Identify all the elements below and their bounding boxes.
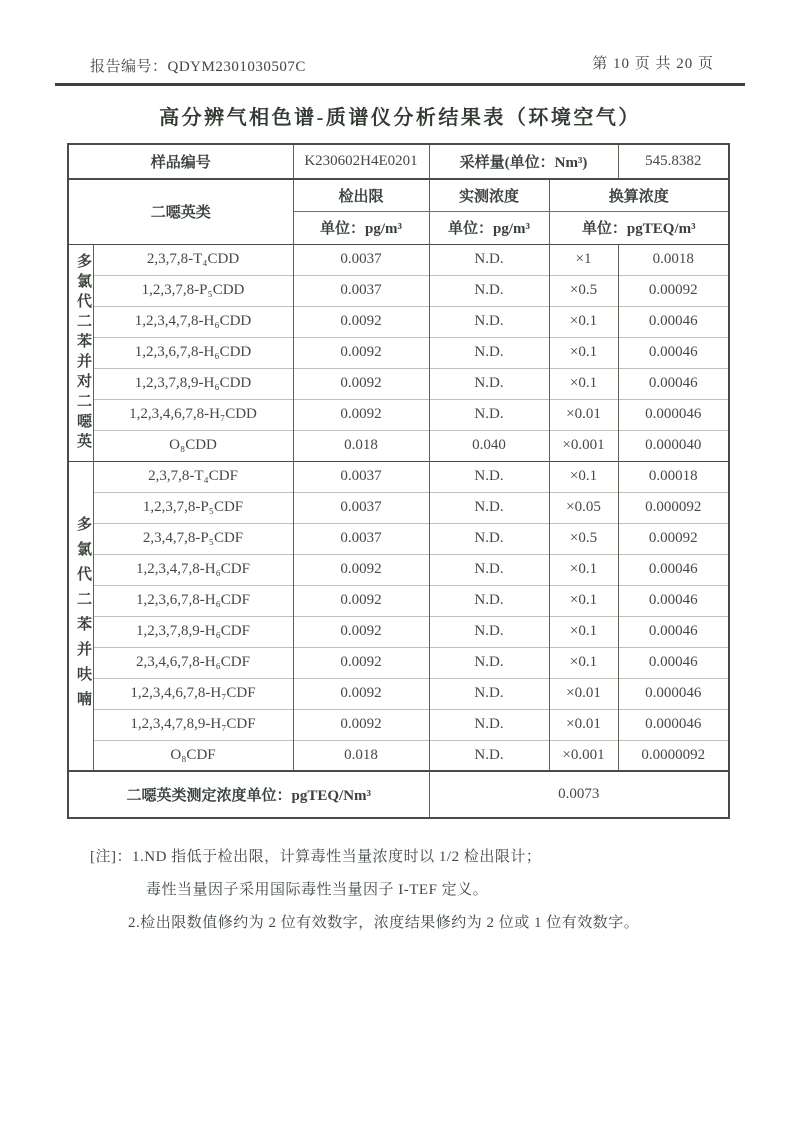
detection-limit-cell: 0.018 [293, 740, 429, 771]
table-row [68, 523, 729, 554]
table-row [68, 430, 729, 461]
measured-value-cell: N.D. [429, 461, 549, 492]
sample-volume-value: 545.8382 [618, 144, 729, 179]
note-line-2: 毒性当量因子采用国际毒性当量因子 I-TEF 定义。 [146, 882, 489, 898]
group-label: 多氯代二苯并呋喃 [75, 515, 91, 716]
converted-value-cell: 0.00046 [618, 616, 729, 647]
measured-value-cell: N.D. [429, 647, 549, 678]
tef-factor-cell: ×0.1 [549, 337, 618, 368]
group-label: 多氯代二苯并对二噁英 [75, 252, 91, 453]
tef-factor-cell: ×0.1 [549, 616, 618, 647]
tef-factor-cell: ×0.05 [549, 492, 618, 523]
measured-value-cell: N.D. [429, 337, 549, 368]
report-number: 报告编号：QDYM2301030507C [90, 59, 306, 75]
total-row [68, 771, 729, 818]
column-header-row [68, 179, 729, 211]
converted-value-cell: 0.00046 [618, 585, 729, 616]
analyte-name-cell: 2,3,7,8-T₄CDF [93, 461, 293, 492]
converted-value-cell: 0.000046 [618, 399, 729, 430]
table-row [68, 461, 729, 492]
tef-factor-cell: ×0.001 [549, 740, 618, 771]
measured-value-cell: N.D. [429, 616, 549, 647]
converted-unit: 单位：pgTEQ/m³ [549, 211, 729, 244]
sample-volume-label: 采样量(单位：Nm³) [429, 144, 618, 179]
measured-value-cell: N.D. [429, 244, 549, 275]
tef-factor-cell: ×0.5 [549, 275, 618, 306]
detection-limit-cell: 0.0092 [293, 337, 429, 368]
analyte-name-cell: 1,2,3,4,6,7,8-H₇CDD [93, 399, 293, 430]
converted-value-cell: 0.00046 [618, 368, 729, 399]
analyte-name-cell: O₈CDF [93, 740, 293, 771]
converted-value-cell: 0.00046 [618, 337, 729, 368]
table-row [68, 244, 729, 275]
converted-value-cell: 0.00046 [618, 554, 729, 585]
measured-value-cell: N.D. [429, 740, 549, 771]
tef-factor-cell: ×0.01 [549, 399, 618, 430]
analyte-name-cell: 1,2,3,7,8-P₅CDD [93, 275, 293, 306]
detection-limit-cell: 0.0092 [293, 709, 429, 740]
table-row [68, 275, 729, 306]
analyte-name-cell: 1,2,3,7,8-P₅CDF [93, 492, 293, 523]
tef-factor-cell: ×0.1 [549, 306, 618, 337]
measured-value-cell: N.D. [429, 554, 549, 585]
group-label-cell [68, 244, 93, 461]
detection-limit-cell: 0.0092 [293, 585, 429, 616]
analyte-name-cell: 1,2,3,6,7,8-H₆CDD [93, 337, 293, 368]
measured-unit: 单位：pg/m³ [429, 211, 549, 244]
tef-factor-cell: ×0.1 [549, 368, 618, 399]
analyte-name-cell: 2,3,7,8-T₄CDD [93, 244, 293, 275]
header-rule [55, 83, 745, 86]
detection-limit-cell: 0.0092 [293, 368, 429, 399]
converted-value-cell: 0.000092 [618, 492, 729, 523]
analyte-name-cell: O₈CDD [93, 430, 293, 461]
table-row [68, 585, 729, 616]
converted-value-cell: 0.00092 [618, 275, 729, 306]
table-row [68, 368, 729, 399]
converted-value-cell: 0.00046 [618, 306, 729, 337]
detection-limit-cell: 0.0037 [293, 492, 429, 523]
analyte-name-cell: 1,2,3,4,6,7,8-H₇CDF [93, 678, 293, 709]
converted-value-cell: 0.000040 [618, 430, 729, 461]
detection-limit-cell: 0.0092 [293, 647, 429, 678]
analyte-name-cell: 1,2,3,4,7,8,9-H₇CDF [93, 709, 293, 740]
analyte-name-cell: 1,2,3,4,7,8-H₆CDF [93, 554, 293, 585]
detection-limit-cell: 0.0037 [293, 275, 429, 306]
tef-factor-cell: ×0.1 [549, 554, 618, 585]
tef-factor-cell: ×0.5 [549, 523, 618, 554]
converted-value-cell: 0.0000092 [618, 740, 729, 771]
measured-value-cell: N.D. [429, 709, 549, 740]
table-row [68, 399, 729, 430]
tef-factor-cell: ×1 [549, 244, 618, 275]
measured-value-cell: N.D. [429, 678, 549, 709]
measured-value-cell: N.D. [429, 306, 549, 337]
analyte-rows [68, 144, 729, 818]
analyte-name-cell: 1,2,3,7,8,9-H₆CDF [93, 616, 293, 647]
detection-limit-cell: 0.0092 [293, 399, 429, 430]
converted-value-cell: 0.000046 [618, 678, 729, 709]
measured-header: 实测浓度 [429, 179, 549, 211]
detection-limit-cell: 0.0092 [293, 554, 429, 585]
table-row [68, 337, 729, 368]
group-label-cell [68, 461, 93, 771]
detection-limit-cell: 0.018 [293, 430, 429, 461]
table-row [68, 740, 729, 771]
page-number: 第 10 页 共 20 页 [592, 56, 714, 72]
measured-value-cell: N.D. [429, 368, 549, 399]
sample-info-row [68, 144, 729, 179]
analyte-name-cell: 1,2,3,6,7,8-H₆CDF [93, 585, 293, 616]
detection-limit-header: 检出限 [293, 179, 429, 211]
converted-header: 换算浓度 [549, 179, 729, 211]
measured-value-cell: N.D. [429, 399, 549, 430]
detection-limit-cell: 0.0092 [293, 678, 429, 709]
table-row [68, 492, 729, 523]
detection-limit-unit: 单位：pg/m³ [293, 211, 429, 244]
analyte-class-header: 二噁英类 [68, 179, 293, 244]
analyte-name-cell: 2,3,4,7,8-P₅CDF [93, 523, 293, 554]
table-row [68, 616, 729, 647]
measured-value-cell: N.D. [429, 523, 549, 554]
tef-factor-cell: ×0.1 [549, 585, 618, 616]
tef-factor-cell: ×0.001 [549, 430, 618, 461]
page-title: 高分辨气相色谱-质谱仪分析结果表（环境空气） [159, 107, 641, 129]
results-table [67, 143, 730, 819]
converted-value-cell: 0.00018 [618, 461, 729, 492]
converted-value-cell: 0.00046 [618, 647, 729, 678]
detection-limit-cell: 0.0037 [293, 461, 429, 492]
sample-id-value: K230602H4E0201 [293, 144, 429, 179]
tef-factor-cell: ×0.01 [549, 709, 618, 740]
detection-limit-cell: 0.0037 [293, 244, 429, 275]
measured-value-cell: N.D. [429, 275, 549, 306]
total-label: 二噁英类测定浓度单位：pgTEQ/Nm³ [68, 771, 429, 818]
table-row [68, 647, 729, 678]
tef-factor-cell: ×0.1 [549, 647, 618, 678]
table-row [68, 306, 729, 337]
table-row [68, 678, 729, 709]
measured-value-cell: 0.040 [429, 430, 549, 461]
converted-value-cell: 0.000046 [618, 709, 729, 740]
measured-value-cell: N.D. [429, 492, 549, 523]
total-value: 0.0073 [429, 771, 729, 818]
tef-factor-cell: ×0.01 [549, 678, 618, 709]
converted-value-cell: 0.00092 [618, 523, 729, 554]
tef-factor-cell: ×0.1 [549, 461, 618, 492]
table-row [68, 554, 729, 585]
detection-limit-cell: 0.0092 [293, 306, 429, 337]
detection-limit-cell: 0.0092 [293, 616, 429, 647]
analyte-name-cell: 1,2,3,4,7,8-H₆CDD [93, 306, 293, 337]
sample-id-label: 样品编号 [68, 144, 293, 179]
analyte-name-cell: 2,3,4,6,7,8-H₆CDF [93, 647, 293, 678]
detection-limit-cell: 0.0037 [293, 523, 429, 554]
converted-value-cell: 0.0018 [618, 244, 729, 275]
note-line-1: [注]：1.ND 指低于检出限，计算毒性当量浓度时以 1/2 检出限计； [90, 849, 542, 865]
note-line-3: 2.检出限数值修约为 2 位有效数字，浓度结果修约为 2 位或 1 位有效数字。 [128, 915, 640, 931]
measured-value-cell: N.D. [429, 585, 549, 616]
analyte-name-cell: 1,2,3,7,8,9-H₆CDD [93, 368, 293, 399]
table-row [68, 709, 729, 740]
